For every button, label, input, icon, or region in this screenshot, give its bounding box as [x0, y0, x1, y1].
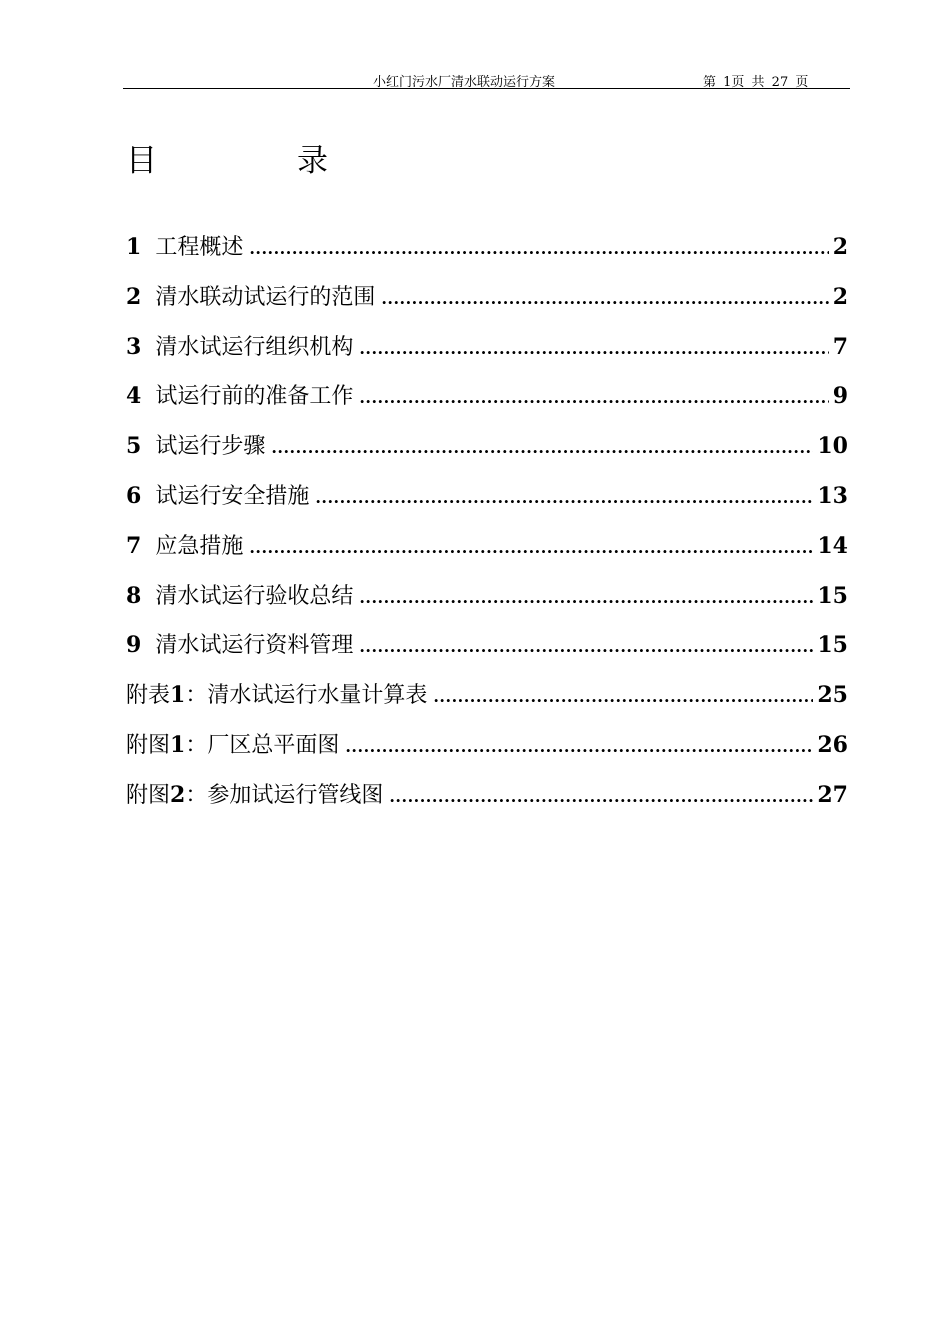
toc-entry-number: 3 — [126, 333, 142, 360]
toc-dot-leader — [249, 529, 813, 567]
toc-entry-number: 5 — [126, 433, 142, 460]
toc-entry[interactable] — [126, 477, 848, 527]
toc-entry[interactable] — [126, 527, 848, 577]
toc-entry-page: 9 — [832, 383, 848, 410]
toc-entry-number: 1 — [126, 234, 142, 260]
toc-entry[interactable] — [126, 328, 848, 378]
toc-appendix-number: 1 — [170, 731, 186, 758]
toc-entry-page: 2 — [832, 283, 848, 310]
toc-entry-page: 10 — [817, 433, 848, 460]
toc-entry-number: 2 — [126, 283, 142, 310]
toc-entry-title: 试运行安全措施 — [155, 483, 310, 509]
toc-entry-title: 清水试运行组织机构 — [155, 334, 354, 360]
toc-entry-page: 15 — [817, 582, 848, 609]
toc-dot-leader — [345, 728, 813, 766]
toc-entry-page: 26 — [817, 731, 848, 758]
toc-dot-leader — [359, 579, 813, 617]
toc-entry-page: 7 — [832, 333, 848, 360]
toc-dot-leader — [271, 429, 813, 467]
toc-entry-page: 25 — [817, 682, 848, 709]
toc-entry[interactable] — [126, 228, 848, 278]
toc-dot-leader — [249, 230, 828, 268]
toc-entry[interactable] — [126, 626, 848, 676]
toc-heading: 目录 — [126, 143, 468, 179]
toc-entry-title: 试运行步骤 — [155, 434, 266, 460]
toc-entry-number: 6 — [126, 482, 142, 509]
toc-appendix-entry[interactable] — [126, 726, 848, 776]
toc-dot-leader — [359, 379, 828, 417]
toc-entry-page: 27 — [817, 781, 848, 808]
toc-dot-leader — [315, 479, 813, 517]
toc-entry[interactable] — [126, 577, 848, 627]
toc-entry-number: 7 — [126, 532, 142, 559]
toc-appendix-entry[interactable] — [126, 676, 848, 726]
toc-entry-title: 工程概述 — [155, 235, 244, 260]
toc-entry-page: 14 — [817, 532, 848, 559]
toc-dot-leader — [389, 778, 813, 816]
toc-entry-number: 4 — [126, 383, 142, 410]
toc-entry-title: 试运行前的准备工作 — [155, 384, 354, 410]
page-header — [123, 68, 850, 89]
toc-entry-title: 参加试运行管线图 — [207, 782, 384, 808]
document-title: 小红门污水厂清水联动运行方案 — [373, 75, 556, 90]
toc-appendix-prefix: 附表 — [126, 683, 171, 709]
toc-dot-leader — [381, 280, 828, 318]
toc-appendix-prefix: 附图 — [126, 782, 171, 808]
toc-appendix-prefix: 附图 — [126, 732, 171, 758]
toc-entry[interactable] — [126, 377, 848, 427]
toc-appendix-number: 2 — [170, 781, 186, 808]
toc-entry-title: 清水试运行水量计算表 — [207, 683, 428, 709]
toc-appendix-number: 1 — [170, 682, 186, 709]
toc-entry-title: 清水联动试运行的范围 — [155, 284, 376, 310]
page-number-info: 第 1页 共 27 页 — [703, 75, 809, 90]
table-of-contents — [126, 228, 848, 826]
toc-appendix-separator: ： — [185, 683, 208, 709]
toc-entry-title: 清水试运行验收总结 — [155, 583, 354, 609]
toc-entry[interactable] — [126, 427, 848, 477]
toc-entry-title: 应急措施 — [155, 533, 244, 559]
toc-entry-page: 15 — [817, 632, 848, 659]
toc-entry-title: 厂区总平面图 — [207, 732, 340, 758]
toc-entry-page: 13 — [817, 482, 848, 509]
toc-entry-number: 9 — [126, 632, 142, 659]
toc-dot-leader — [359, 330, 828, 368]
toc-entry-number: 8 — [126, 582, 142, 609]
toc-entry-title: 清水试运行资料管理 — [155, 633, 354, 659]
toc-appendix-separator: ： — [185, 732, 208, 758]
toc-appendix-separator: ： — [185, 782, 208, 808]
toc-entry-page: 2 — [832, 234, 848, 260]
toc-dot-leader — [359, 628, 813, 666]
toc-appendix-entry[interactable] — [126, 776, 848, 826]
toc-entry[interactable] — [126, 278, 848, 328]
toc-dot-leader — [433, 678, 813, 716]
